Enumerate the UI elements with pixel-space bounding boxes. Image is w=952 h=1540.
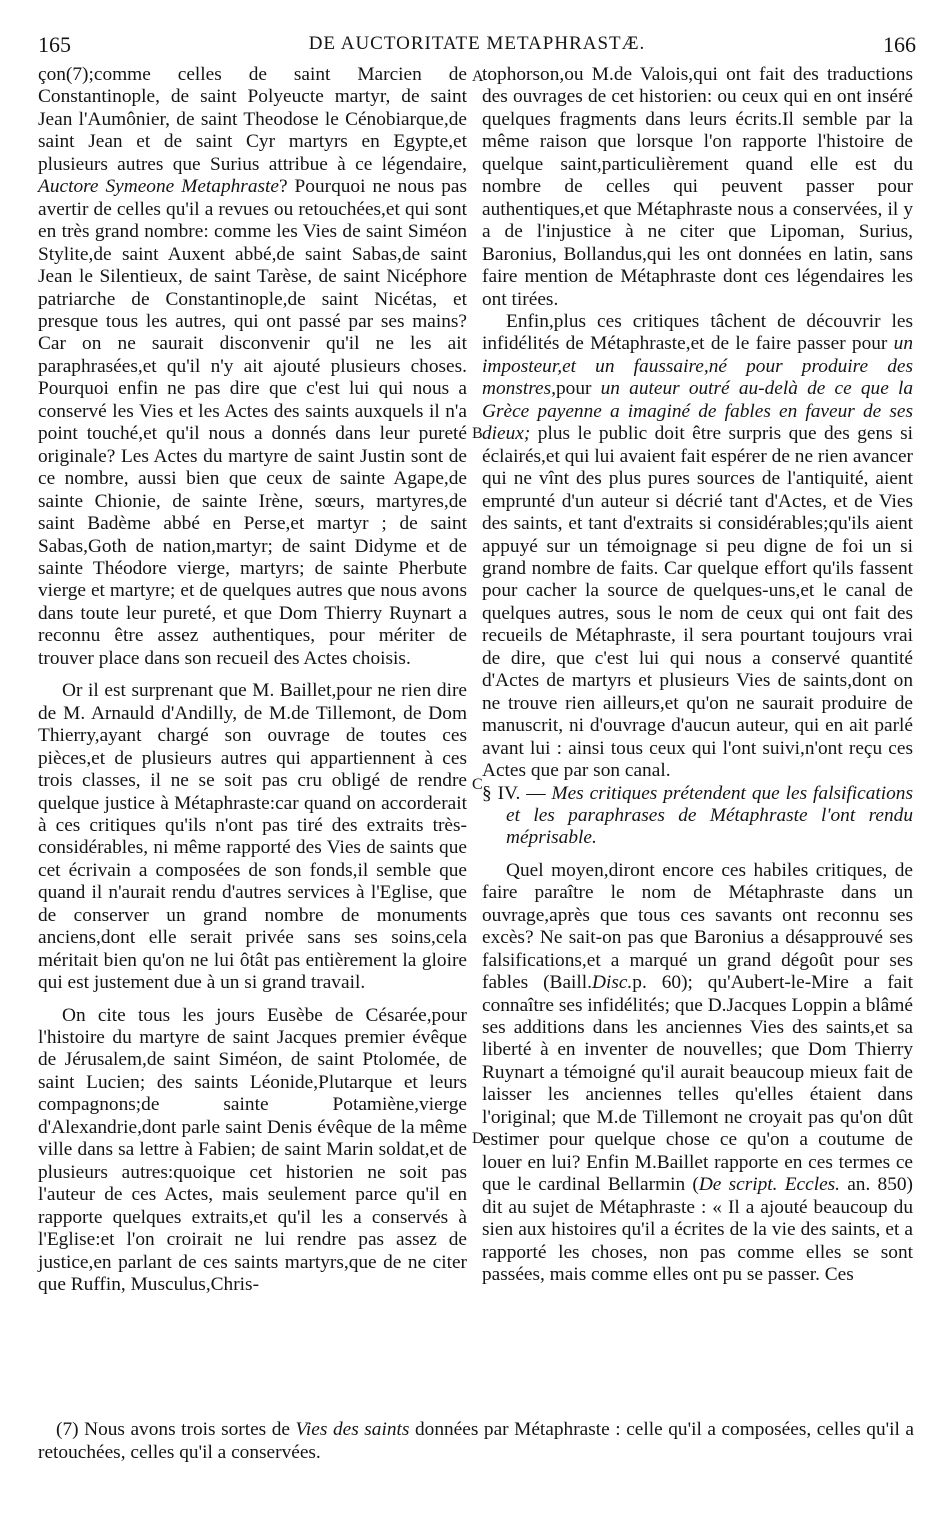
footnote: (7) Nous avons trois sortes de Vies des saints données par Métaphraste : celle qu'il a composées, celles qu'il a retouchées, celles qu'il a conservées. xyxy=(38,1419,914,1463)
page-number-right: 166 xyxy=(883,32,916,57)
paragraph: çon(7);comme celles de saint Marcien de Constantinople, de saint Polyeucte martyr, de saint Jean l'Aumônier, de saint Theodose le Cénobiarque,de saint Jean et de saint Cyr martyrs en Egypte,et plusieurs autres que Surius attribue à ce légendaire, Auctore Symeone Metaphraste? Pourquoi ne nous pas avertir de celles qu'il a revues ou retouchées,et qui sont en très grand nombre: comme les Vies de saint Siméon Stylite,de saint Auxent abbé,de saint Sabas,de saint Jean le Silentieux, de saint Tarèse, de saint Nicéphore patriarche de Constantinople,de saint Nicétas, et presque tous les autres, qui ont passé par ses mains? Car on ne saurait disconvenir qu'il ne les ait paraphrasées,et qu'il n'y ait ajouté plusieurs choses. Pourquoi enfin ne pas dire que c'est lui qui nous a conservé les Vies et les Actes des saints auxquels il n'a point touché,et qu'il nous a donnés dans leur pureté originale? Les Actes du martyre de saint Justin sont de ce nombre, aussi bien que ceux de sainte Agape,de sainte Chionie, de sainte Irène, sœurs, martyres,de saint Badème abbé en Perse,et martyr ; de saint Sabas,Goth de nation,martyr; de saint Didyme et de sainte Théodore vierge, martyrs; de sainte Pherbute vierge et martyre; et de quelques autres que nous avons dans toute leur pureté, et que Dom Thierry Ruynart a reconnu être assez authentiques, pour mériter de trouver place dans son recueil des Actes choisis. xyxy=(38,64,467,669)
paragraph: On cite tous les jours Eusèbe de Césarée,pour l'histoire du martyre de saint Jacques premier évêque de Jérusalem,de saint Siméon, de saint Ptolomée, de saint Lucien; des saints Léonide,Plutarque et leurs compagnons;de sainte Potamiène,vierge d'Alexandrie,dont parle saint Denis évêque de la même ville dans sa lettre à Fabien; de saint Marin soldat,et de plusieurs autres:quoique cet historien ne soit pas l'auteur de ces Actes, mais seulement parce qu'il en rapporte quelques extraits,et qu'il les a conservés à l'Eglise:et l'on croirait ne lui rendre pas assez de justice,en parlant de ces saints martyrs,que de ne citer que Ruffin, Musculus,Chris- xyxy=(38,1004,467,1296)
left-column xyxy=(38,64,467,1296)
page-header xyxy=(38,32,916,60)
page-number-left: 165 xyxy=(38,32,71,57)
running-title: DE AUCTORITATE METAPHRASTÆ. xyxy=(308,33,646,54)
paragraph: Or il est surprenant que M. Baillet,pour ne rien dire de M. Arnauld d'Andilly, de M.de Tillemont, de Dom Thierry,ayant chargé son ouvrage de toutes ces pièces,et de plusieurs autres qui appartiennent à ces trois classes, il ne se soit pas cru obligé de rendre quelque justice à Métaphraste:car quand on accorderait à ces critiques qu'ils n'ont pas tiré des extraits très-considérables, ni même rapporté des Vies de saints que cet écrivain a composées de son fonds,il semble que quand il n'aurait rendu d'autres services à l'Eglise, que de conserver un grand nombre de monuments anciens,dont elle serait privée sans ses soins,cela méritait bien qu'on ne lui ôtât pas entièrement la gloire qui est justement due à un si grand travail. xyxy=(38,680,467,994)
margin-marker-a: A xyxy=(472,68,484,85)
margin-marker-d: D xyxy=(472,1130,484,1147)
margin-marker-b: B xyxy=(472,425,483,442)
right-column xyxy=(482,64,913,1286)
paragraph: tophorson,ou M.de Valois,qui ont fait des traductions des ouvrages de cet historien: ou ceux qui en ont inséré quelques fragments dans leurs écrits.Il semble par la même raison que lorsque l'on rapporte l'histoire de quelque saint,particulièrement quand elle est du nombre de celles qui peuvent passer pour authentiques,et que Métaphraste nous a conservées, il y a de l'injustice à ne citer que Lipoman, Surius, Baronius, Bollandus,qui les ont données en latin, sans faire mention de Métaphraste dont ces légendaires les ont tirées. xyxy=(482,64,913,310)
margin-marker-c: C xyxy=(472,776,483,793)
paragraph: Quel moyen,diront encore ces habiles critiques, de faire paraître le nom de Métaphraste dans un ouvrage,après que tous ces savants ont reconnu ses excès? Ne sait-on pas que Baronius a désapprouvé ses falsifications,et a marqué un grand dégoût pour ses fables (Baill.Disc.p. 60); qu'Aubert-le-Mire a fait connaître ses infidélités; que D.Jacques Loppin a blâmé ses additions dans les anciennes Vies des saints,et sa liberté à en inventer de nouvelles; que Dom Thierry Ruynart a témoigné qu'il aurait beaucoup mieux fait de laisser les anciennes telles qu'elles étaient dans l'original; que M.de Tillemont ne croyait pas qu'on dût estimer pour quelque chose ce qu'on a coutume de louer en lui? Enfin M.Baillet rapporte en ces termes ce que le cardinal Bellarmin (De script. Eccles. an. 850) dit au sujet de Métaphraste : « Il a ajouté beaucoup du sien aux histoires qu'il a écrites de la vie des saints, et a rapporté les choses, non pas comme elles se sont passées, mais comme elles ont pu se passer. Ces xyxy=(482,859,913,1286)
paragraph: Enfin,plus ces critiques tâchent de découvrir les infidélités de Métaphraste,et de le faire passer pour un imposteur,et un faussaire,né pour produire des monstres,pour un auteur outré au-delà de ce que la Grèce payenne a imaginé de fables en faveur de ses dieux; plus le public doit être surpris que des gens si éclairés,et qui lui avaient fait espérer de ne rien avancer qui ne vînt des plus pures sources de l'antiquité, aient emprunté d'un auteur si décrié tant d'Actes, et de Vies des saints, et tant d'extraits si considérables;qu'ils aient appuyé sur un témoignage si peu digne de foi un si grand nombre de faits. Car quelque effort qu'ils fassent pour cacher la source de quelques-uns,et le canal de quelques autres, sous le nom de ceux qui ont fait des recueils de Métaphraste, il sera pourtant toujours vrai de dire, que c'est lui qui nous a conservé quantité d'Actes de martyrs et plusieurs Vies de saints,dont on ne trouve rien ailleurs,et qu'on ne saurait produire de manuscrit, ni d'ouvrage d'aucun auteur, qui en ait parlé avant lui : ainsi tous ceux qui l'ont suivi,n'ont reçu ces Actes que par son canal. xyxy=(482,310,914,782)
section-heading: § IV. — Mes critiques prétendent que les falsifications et les paraphrases de Métaphraste l'ont rendu méprisable. xyxy=(482,782,913,849)
